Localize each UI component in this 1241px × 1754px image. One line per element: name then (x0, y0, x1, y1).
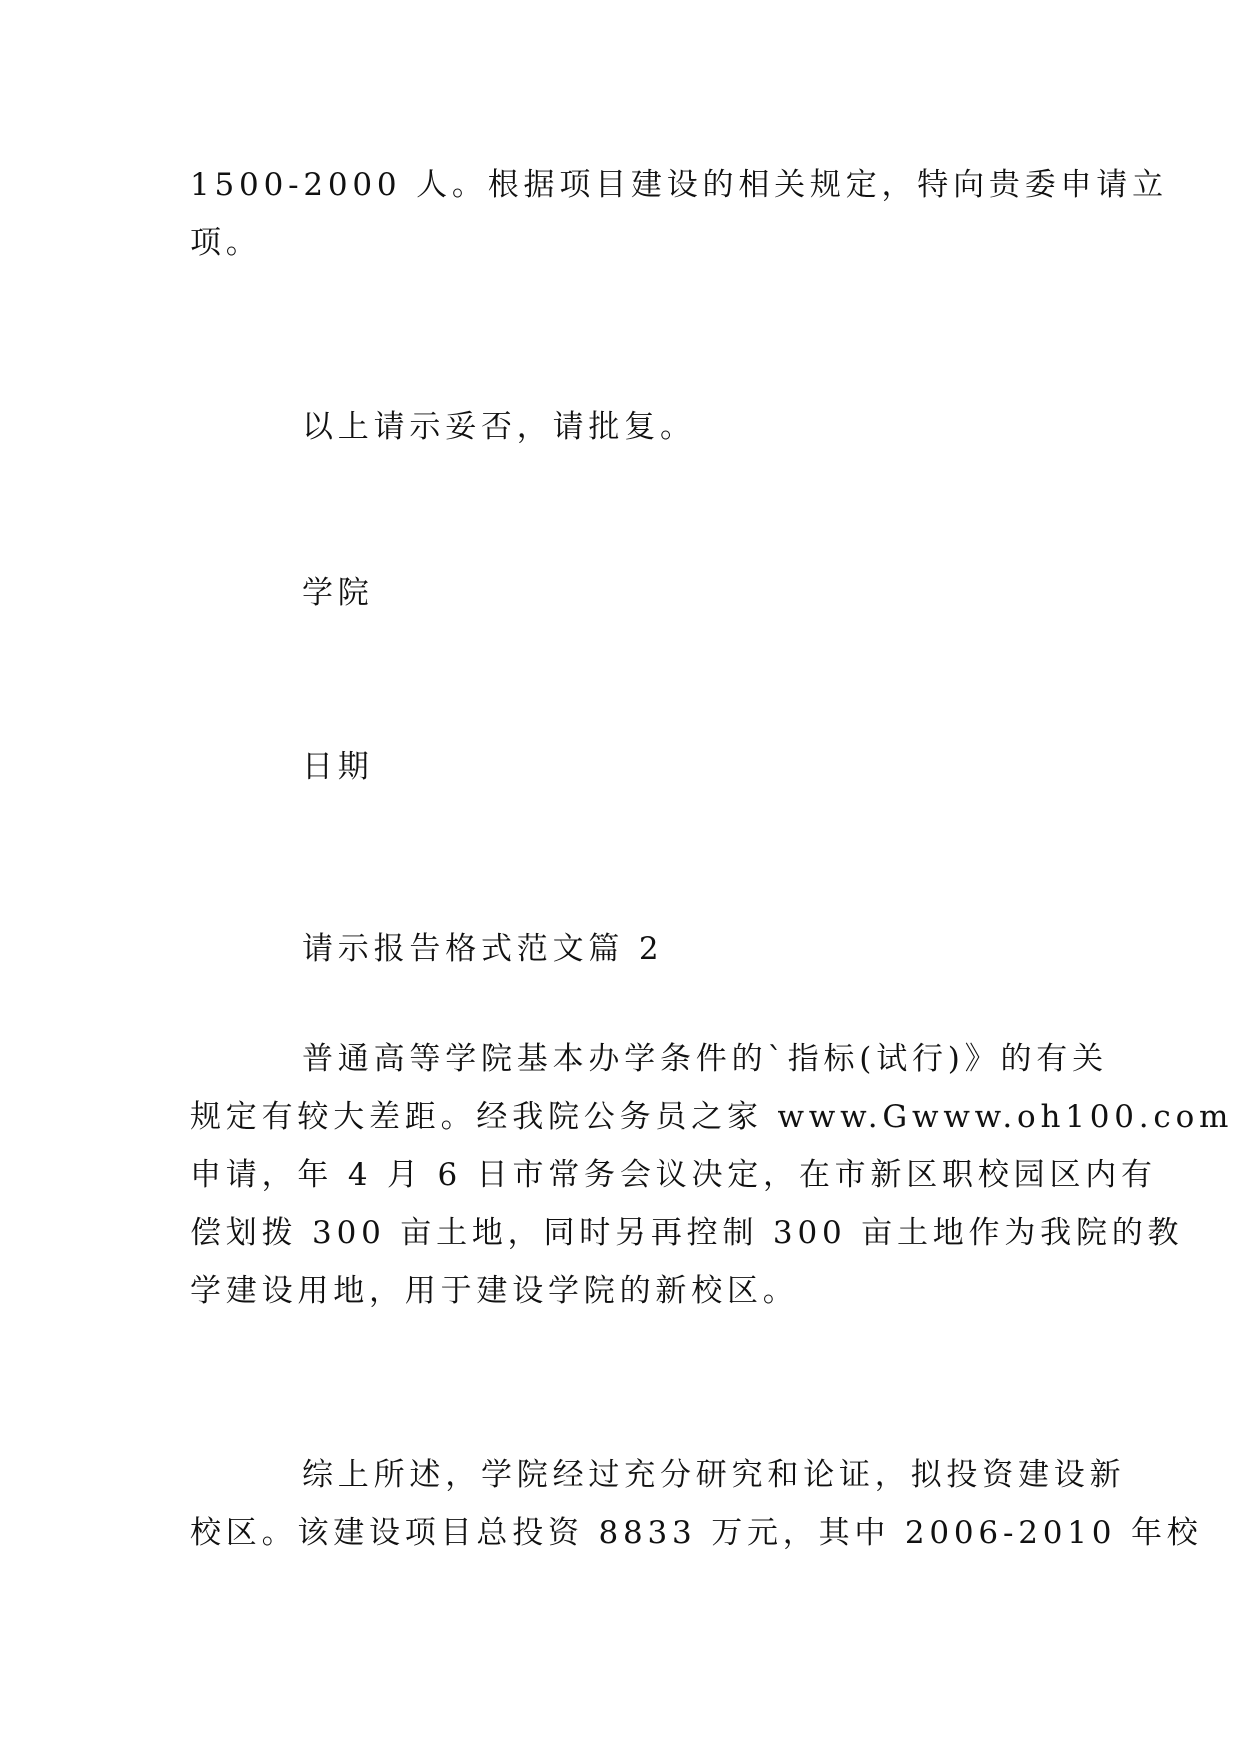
paragraph-line: 偿划拨 300 亩土地，同时另再控制 300 亩土地作为我院的教 (190, 1215, 1184, 1251)
paragraph-line: 普通高等学院基本办学条件的`指标(试行)》的有关 (302, 1041, 1108, 1077)
paragraph-line: 申请，年 4 月 6 日市常务会议决定，在市新区职校园区内有 (190, 1157, 1157, 1193)
paragraph-line: 规定有较大差距。经我院公务员之家 www.Gwww.oh100.com (190, 1099, 1234, 1135)
section-heading: 请示报告格式范文篇 2 (302, 931, 664, 967)
signature-date: 日期 (302, 749, 374, 785)
paragraph-line: 项。 (190, 225, 262, 261)
paragraph-line: 综上所述，学院经过充分研究和论证，拟投资建设新 (302, 1457, 1126, 1493)
paragraph-line: 校区。该建设项目总投资 8833 万元，其中 2006-2010 年校 (190, 1515, 1203, 1551)
paragraph-line: 学建设用地，用于建设学院的新校区。 (190, 1273, 799, 1309)
closing-request-line: 以上请示妥否，请批复。 (302, 409, 696, 445)
paragraph-line: 1500-2000 人。根据项目建设的相关规定，特向贵委申请立 (190, 167, 1168, 203)
signature-institution: 学院 (302, 575, 374, 611)
